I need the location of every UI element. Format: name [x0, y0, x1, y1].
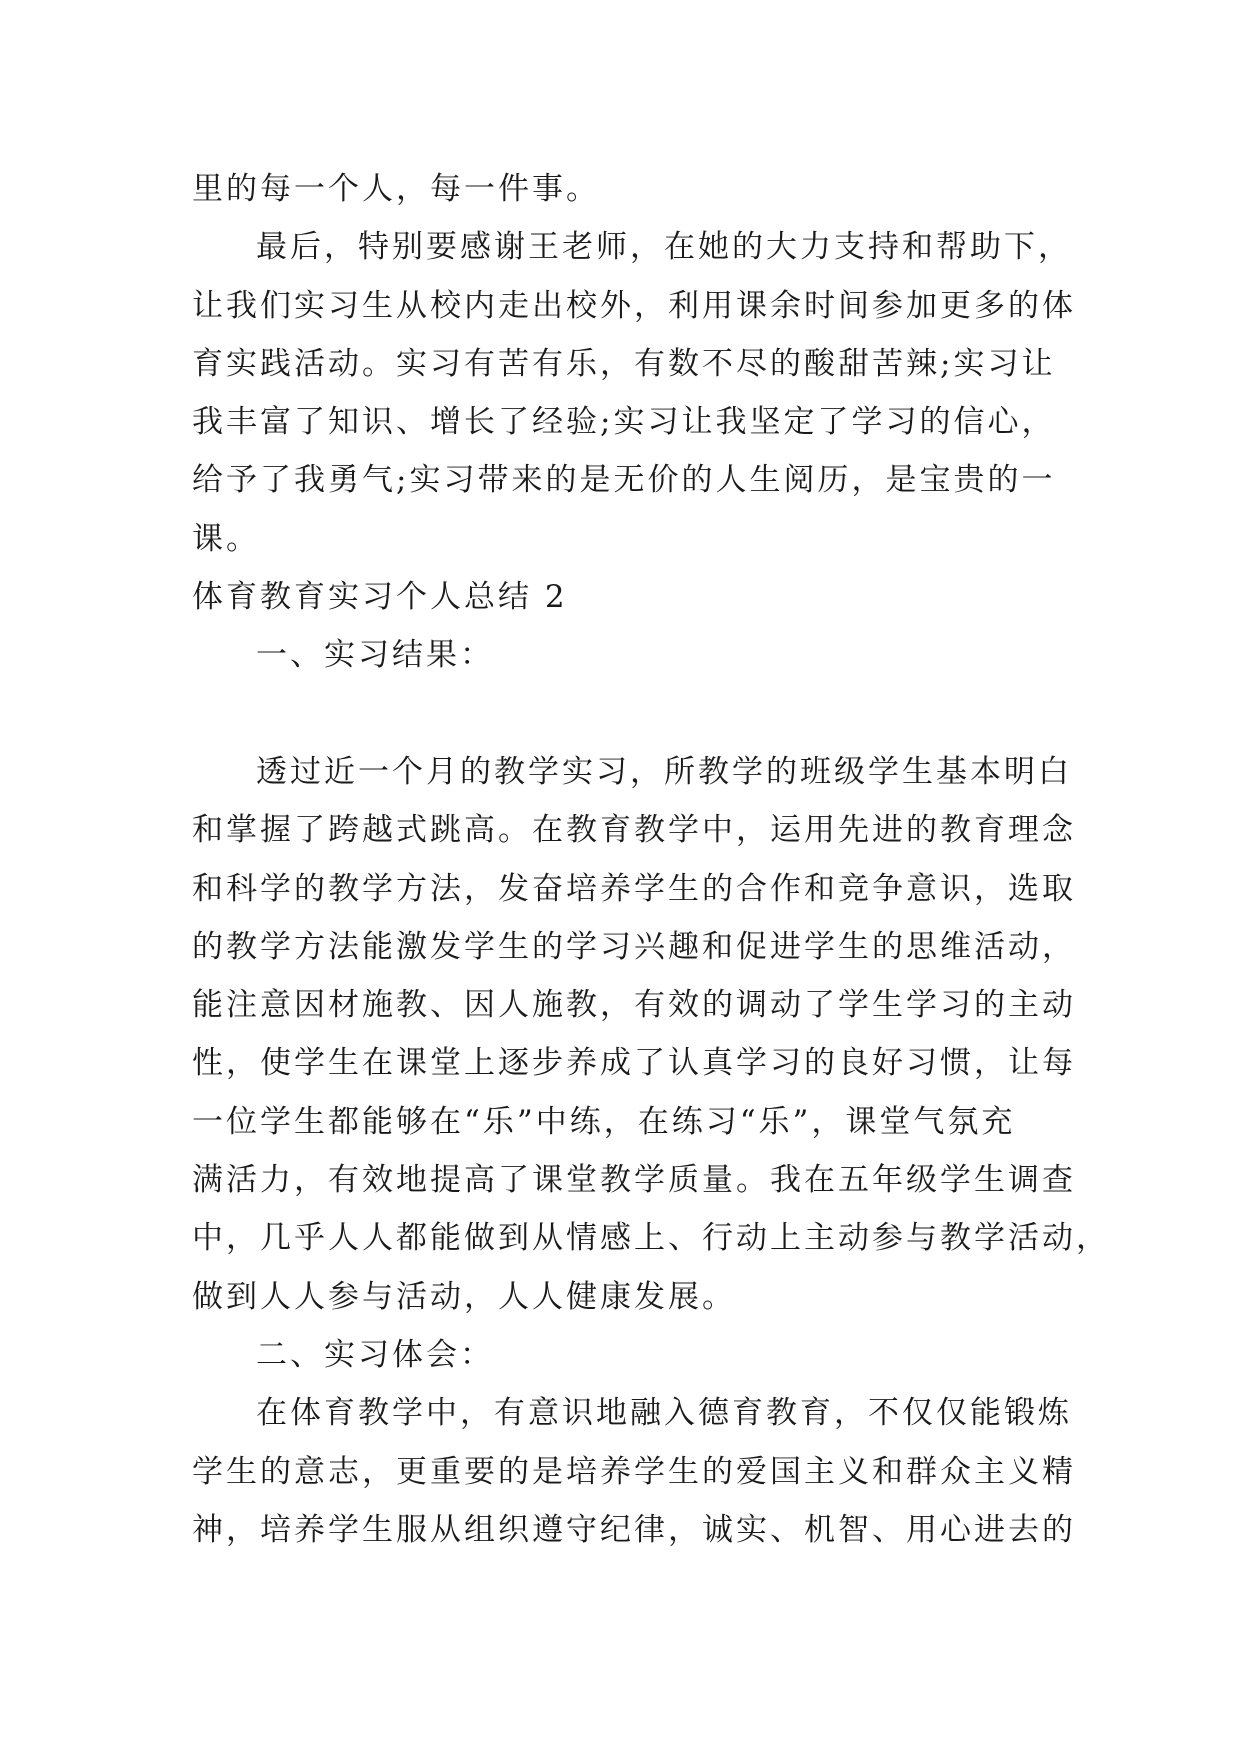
- text-line: 在体育教学中，有意识地融入德育教育，不仅仅能锻炼: [256, 1395, 1072, 1432]
- text-line: 里的每一个人，每一件事。: [192, 171, 600, 207]
- text-line: 透过近一个月的教学实习，所教学的班级学生基本明白: [256, 753, 1072, 790]
- text-line: 一位学生都能够在“乐”中练，在练习“乐”，课堂气氛充: [192, 1103, 1016, 1140]
- section-heading: 二、实习体会：: [256, 1336, 494, 1373]
- text-line: 性，使学生在课堂上逐步养成了认真学习的良好习惯，让每: [192, 1045, 1076, 1082]
- text-line: 和科学的教学方法，发奋培养学生的合作和竞争意识，选取: [192, 870, 1076, 907]
- text-line: 让我们实习生从校内走出校外，利用课余时间参加更多的体: [192, 287, 1076, 324]
- text-line: 做到人人参与活动，人人健康发展。: [192, 1278, 736, 1315]
- document-body: [192, 160, 1110, 1559]
- text-line: 最后，特别要感谢王老师，在她的大力支持和帮助下，: [256, 229, 1072, 266]
- text-line: 中，几乎人人都能做到从情感上、行动上主动参与教学活动，: [192, 1220, 1110, 1257]
- text-line: 的教学方法能激发学生的学习兴趣和促进学生的思维活动，: [192, 928, 1076, 965]
- blank-line: [192, 685, 1072, 743]
- text-line: 满活力，有效地提高了课堂教学质量。我在五年级学生调查: [192, 1162, 1076, 1199]
- text-line: 我丰富了知识、增长了经验;实习让我坚定了学习的信心，: [192, 404, 1056, 441]
- text-line: 和掌握了跨越式跳高。在教育教学中，运用先进的教育理念: [192, 812, 1076, 849]
- text-line: 能注意因材施教、因人施教，有效的调动了学生学习的主动: [192, 987, 1076, 1024]
- section-title: 体育教育实习个人总结 2: [192, 579, 568, 616]
- text-line: 育实践活动。实习有苦有乐，有数不尽的酸甜苦辣;实习让: [192, 345, 1056, 382]
- section-heading: 一、实习结果：: [256, 637, 494, 674]
- text-line: 课。: [192, 520, 260, 557]
- text-line: 神，培养学生服从组织遵守纪律，诚实、机智、用心进去的: [192, 1511, 1076, 1548]
- text-line: 学生的意志，更重要的是培养学生的爱国主义和群众主义精: [192, 1453, 1076, 1490]
- text-line: 给予了我勇气;实习带来的是无价的人生阅历，是宝贵的一: [192, 462, 1056, 499]
